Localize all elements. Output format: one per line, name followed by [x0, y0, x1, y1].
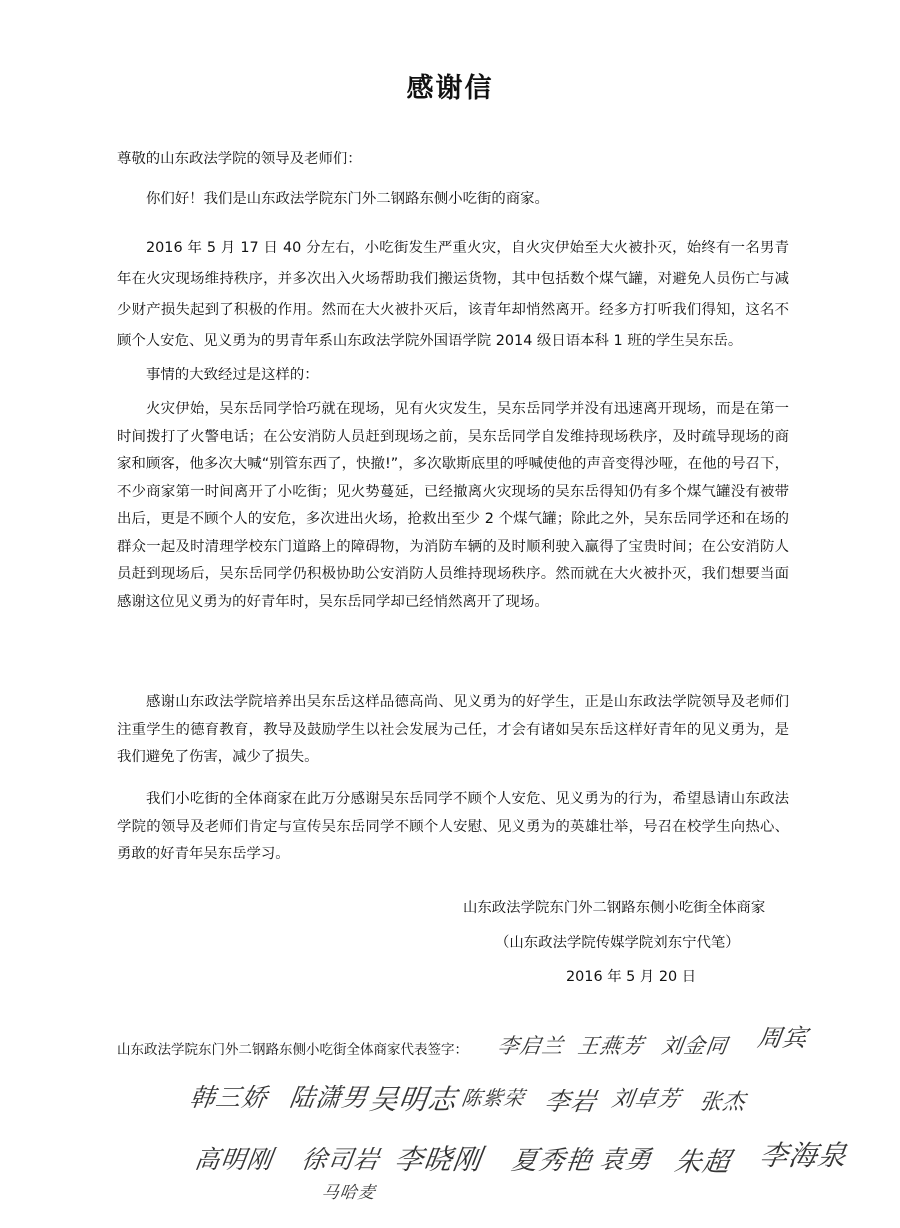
signature: 王燕芳 — [576, 1034, 646, 1058]
date: 2016 年 5 月 20 日 — [566, 969, 697, 985]
signature: 刘金同 — [660, 1034, 730, 1058]
signature: 刘卓芳 — [609, 1087, 683, 1112]
signature-label: 山东政法学院东门外二钢路东侧小吃街全体商家代表签字： — [117, 1042, 468, 1058]
signature: 徐司岩 — [299, 1145, 382, 1174]
signature: 马哈麦 — [320, 1183, 378, 1203]
letter-title: 感谢信 — [406, 73, 494, 104]
sender: 山东政法学院东门外二钢路东侧小吃街全体商家 — [463, 900, 766, 916]
signature: 高明刚 — [192, 1145, 275, 1174]
signature: 夏秀艳 — [509, 1146, 595, 1176]
signature: 韩三娇 — [187, 1083, 270, 1112]
writer-note: （山东政法学院传媒学院刘东宁代笔） — [495, 935, 740, 951]
signature: 李晓刚 — [392, 1143, 485, 1176]
signature: 陆潇男 — [287, 1083, 370, 1112]
signature: 吴明志 — [367, 1083, 460, 1116]
signature: 陈紫荣 — [460, 1086, 527, 1110]
paragraph-intro: 事情的大致经过是这样的： — [146, 367, 319, 383]
paragraph-thanks: 感谢山东政法学院培养出吴东岳这样品德高尚、见义勇为的好学生，正是山东政法学院领导及老师们注重学生的德育教育，教导及鼓励学生以社会发展为己任，才会有诸如吴东岳这样好青年的见义勇为，是我们避免了伤害，减少了损失。 — [117, 694, 789, 765]
signature: 袁勇 — [597, 1145, 654, 1174]
signature: 李启兰 — [496, 1034, 566, 1058]
signature: 朱超 — [672, 1147, 733, 1178]
paragraph-request: 我们小吃街的全体商家在此万分感谢吴东岳同学不顾个人安危、见义勇为的行为，希望恳请山东政法学院的领导及老师们肯定与宣传吴东岳同学不顾个人安慰、见义勇为的英雄壮举，号召在校学生向热心、勇敢的好青年吴东岳学习。 — [117, 791, 789, 862]
signature: 李海泉 — [757, 1139, 850, 1172]
paragraph-details: 火灾伊始，吴东岳同学恰巧就在现场，见有火灾发生，吴东岳同学并没有迅速离开现场，而是在第一时间拨打了火警电话；在公安消防人员赶到现场之前，吴东岳同学自发维持现场秩序，及时疏导现场的商家和顾客，他多次大喊“别管东西了，快撤!”，多次歇斯底里的呼喊使他的声音变得沙哑，在他的号召下，不少商家第一时间离开了小吃街；见火势蔓延，已经撤离火灾现场的吴东岳得知仍有多个煤气罐没有被带出后，更是不顾个人的安危，多次进出火场，抢救出至少 2 个煤气罐；除此之外，吴东岳同学还和在场的群众一起及时清理学校东门道路上的障碍物，为消防车辆的及时顺利驶入赢得了宝贵时间；在公安消防人员赶到现场后，吴东岳同学仍积极协助公安消防人员维持现场秩序。然而就在大火被扑灭，我们想要当面感谢这位见义勇为的好青年时，吴东岳同学却已经悄然离开了现场。 — [117, 401, 789, 610]
signature: 李岩 — [542, 1087, 599, 1116]
paragraph-greeting: 你们好！我们是山东政法学院东门外二钢路东侧小吃街的商家。 — [146, 191, 549, 207]
paragraph-incident: 2016 年 5 月 17 日 40 分左右，小吃街发生严重火灾，自火灾伊始至大火被扑灭，始终有一名男青年在火灾现场维持秩序，并多次出入火场帮助我们搬运货物，其中包括数个煤气罐，对避免人员伤亡与减少财产损失起到了积极的作用。然而在大火被扑灭后，该青年却悄然离开。经多方打听我们得知，这名不顾个人安危、见义勇为的男青年系山东政法学院外国语学院 2014 级日语本科 1 班的学生吴东岳。 — [117, 240, 789, 349]
salutation: 尊敬的山东政法学院的领导及老师们： — [117, 151, 362, 167]
signature: 张杰 — [697, 1090, 748, 1115]
signature: 周宾 — [755, 1024, 810, 1052]
